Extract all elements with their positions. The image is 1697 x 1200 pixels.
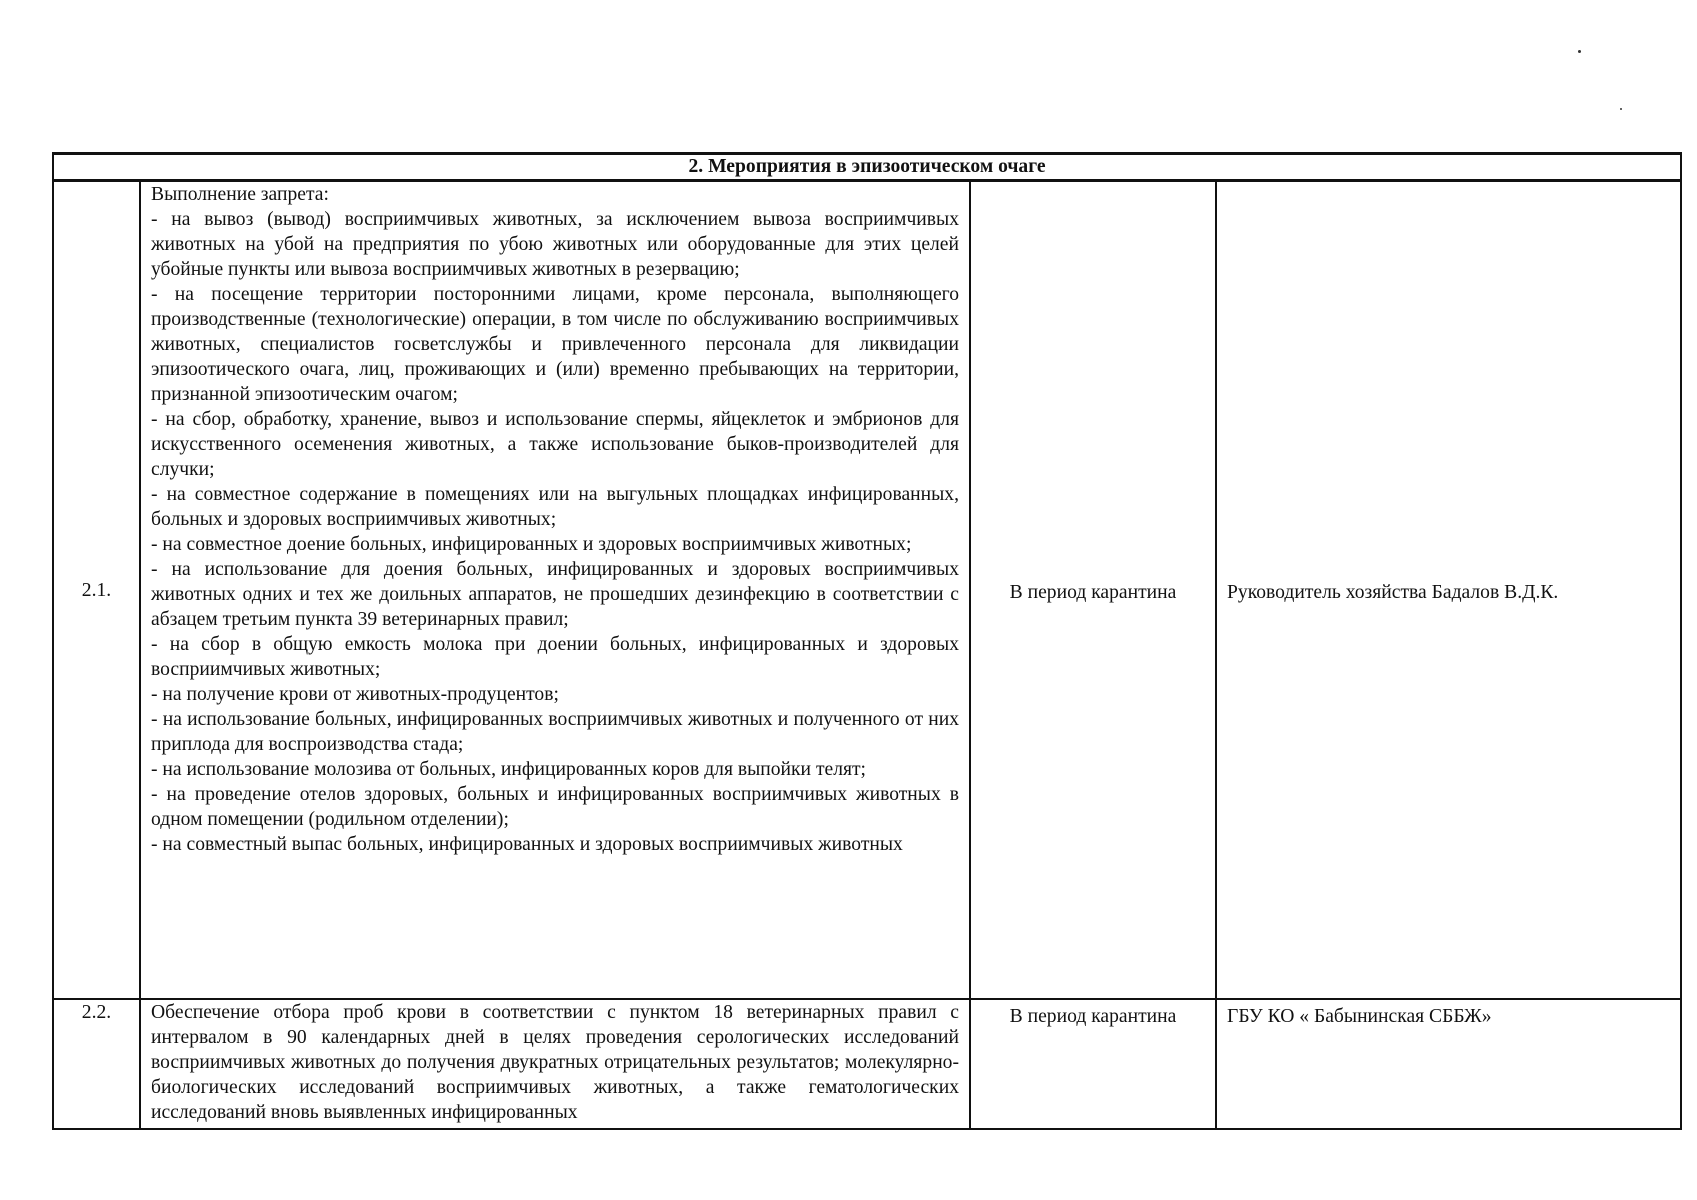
measure-paragraph: - на совместное доение больных, инфицированных и здоровых восприимчивых животных; [151, 534, 912, 555]
section-title: 2. Мероприятия в эпизоотическом очаге [53, 154, 1681, 181]
measure-paragraph: - на сбор в общую емкость молока при доении больных, инфицированных и здоровых восприимчивых животных; [151, 634, 959, 680]
measure-paragraph: - на совместное содержание в помещениях или на выгульных площадках инфицированных, больных и здоровых восприимчивых животных; [151, 484, 959, 530]
period-cell: В период карантина [970, 181, 1216, 1000]
section-header-row [53, 154, 1681, 181]
measure-paragraph: - на использование молозива от больных, инфицированных коров для выпойки телят; [151, 759, 866, 780]
table-row [53, 999, 1681, 1129]
measures-table [52, 152, 1682, 1130]
responsible-cell: Руководитель хозяйства Бадалов В.Д.К. [1216, 181, 1681, 1000]
measure-paragraph: - на сбор, обработку, хранение, вывоз и использование спермы, яйцеклеток и эмбрионов для искусственного осеменения животных, а также использование быков-производителей для случки; [151, 409, 959, 480]
measure-description [140, 181, 970, 1000]
measure-paragraph: - на использование для доения больных, инфицированных и здоровых восприимчивых животных одних и тех же доильных аппаратов, не прошедших дезинфекцию в соответствии с абзацем третьим пункта 39 ветеринарных правил; [151, 559, 959, 630]
measure-paragraph: - на посещение территории посторонними лицами, кроме персонала, выполняющего производственные (технологические) операции, в том числе по обслуживанию восприимчивых животных, специалистов госветслужбы и привлеченного персонала для ликвидации эпизоотического очага, лиц, проживающих и (или) временно пребывающих на территории, признанной эпизоотическим очагом; [151, 284, 959, 405]
measure-paragraph: Обеспечение отбора проб крови в соответствии с пунктом 18 ветеринарных правил с интервалом в 90 календарных дней в целях проведения серологических исследований восприимчивых животных до получения двукратных отрицательных результатов; молекулярно-биологических исследований восприимчивых животных, а также гематологических исследований вновь выявленных инфицированных [151, 1002, 959, 1123]
row-number: 2.1. [53, 181, 140, 1000]
scan-speck [1578, 50, 1581, 53]
table-row [53, 181, 1681, 1000]
measure-paragraph: - на получение крови от животных-продуцентов; [151, 684, 559, 705]
measure-paragraph: - на вывоз (вывод) восприимчивых животных, за исключением вывоза восприимчивых животных на убой на предприятия по убою животных или оборудованные для этих целей убойные пункты или вывоза восприимчивых животных в резервацию; [151, 209, 959, 280]
scan-speck [1620, 108, 1622, 110]
period-cell: В период карантина [970, 999, 1216, 1129]
measure-paragraph: - на совместный выпас больных, инфицированных и здоровых восприимчивых животных [151, 834, 903, 855]
measure-paragraph: - на проведение отелов здоровых, больных и инфицированных восприимчивых животных в одном помещении (родильном отделении); [151, 784, 959, 830]
measure-paragraph: - на использование больных, инфицированных восприимчивых животных и полученного от них приплода для воспроизводства стада; [151, 709, 959, 755]
row-number: 2.2. [53, 999, 140, 1129]
measure-description [140, 999, 970, 1129]
measure-paragraph: Выполнение запрета: [151, 184, 329, 205]
responsible-cell: ГБУ КО « Бабынинская СББЖ» [1216, 999, 1681, 1129]
